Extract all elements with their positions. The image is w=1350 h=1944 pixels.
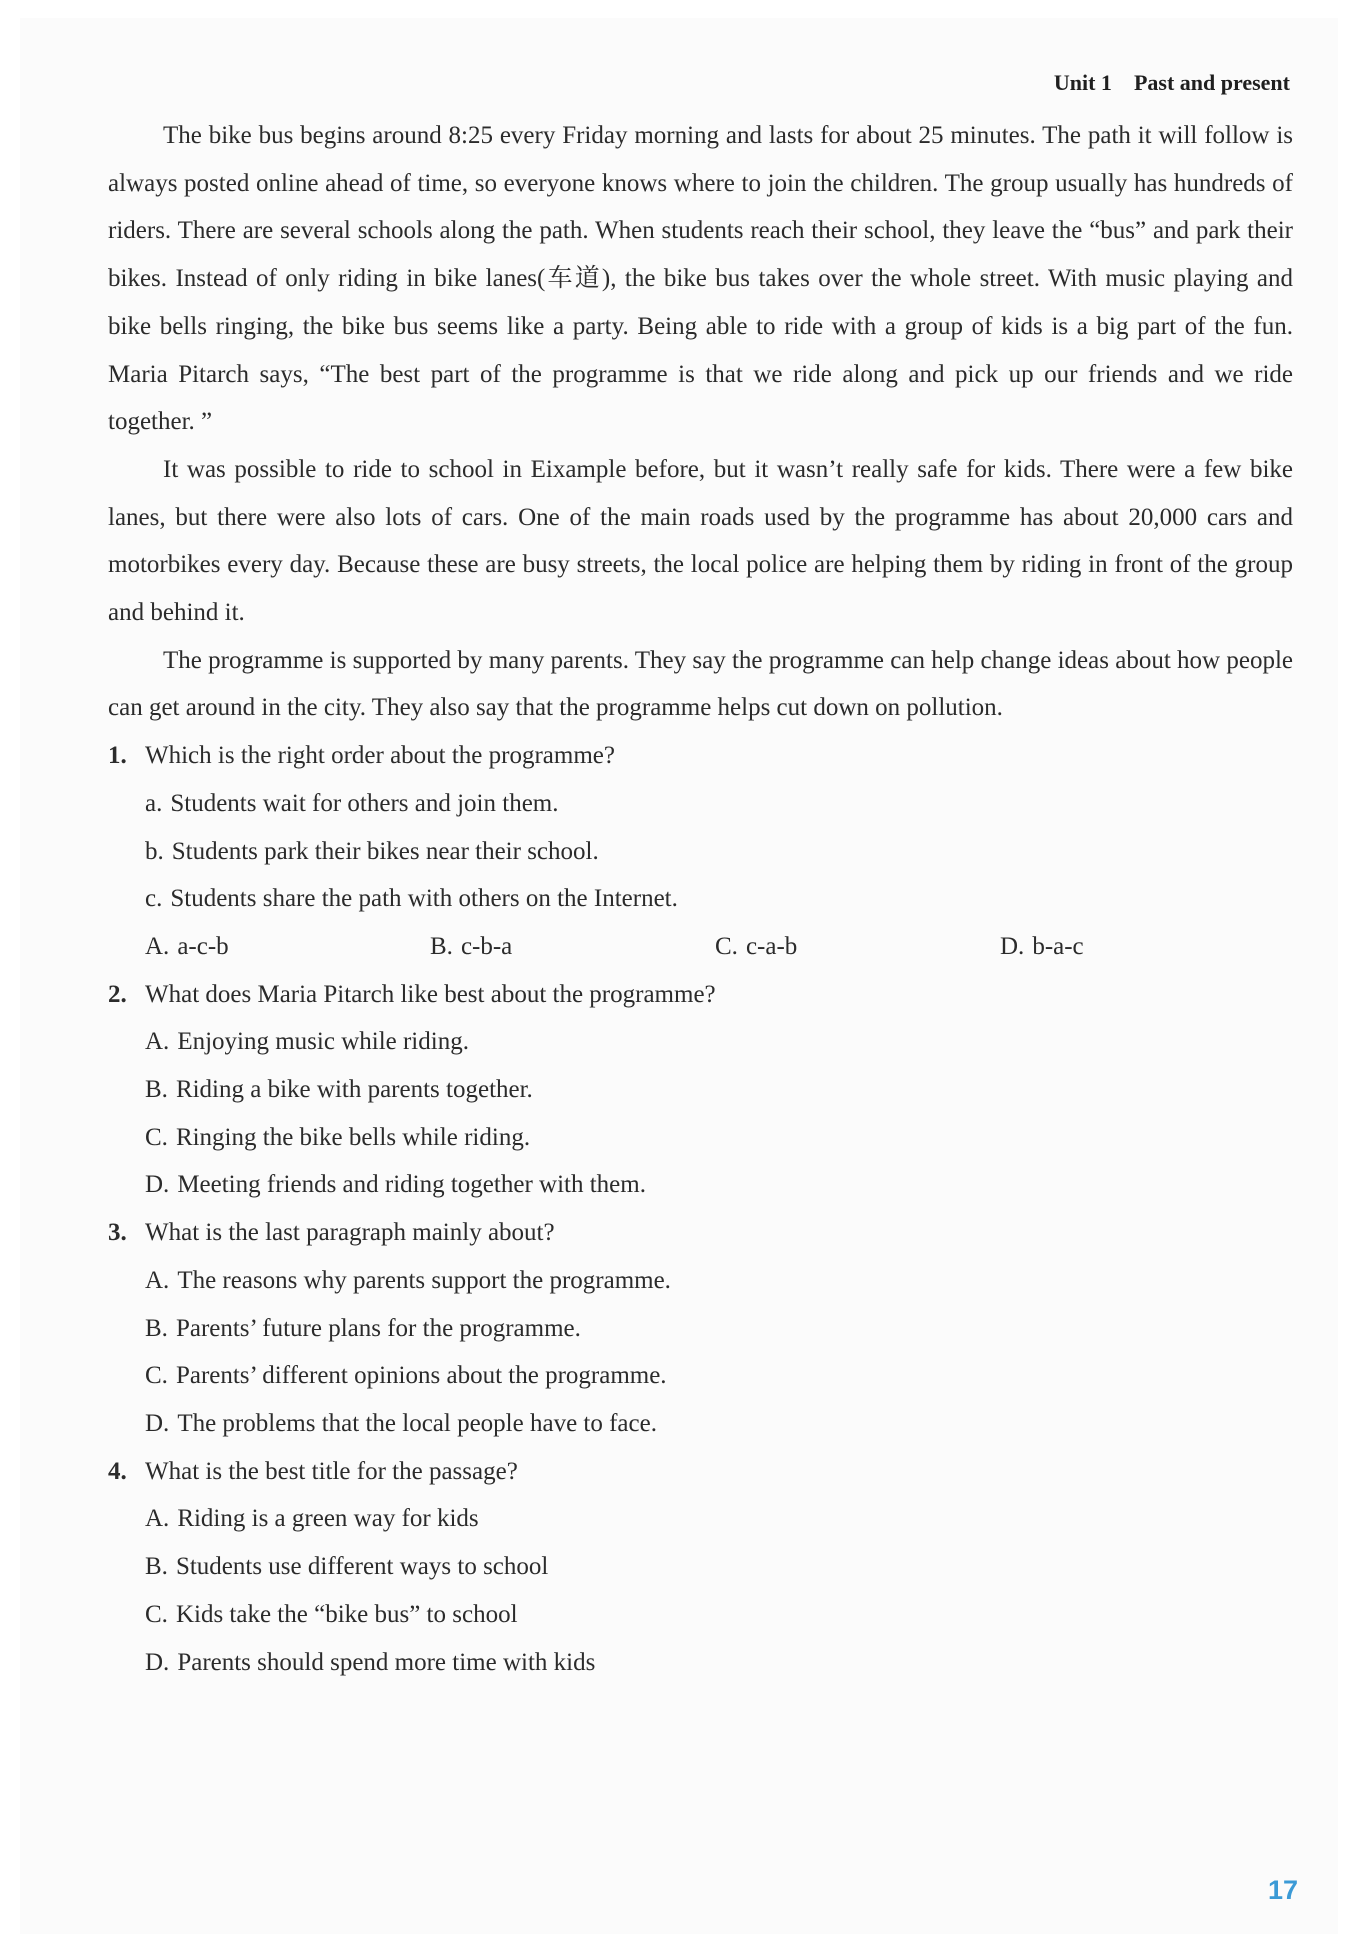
option-d — [1000, 923, 1285, 971]
option-b — [108, 1305, 1293, 1353]
option-letter: D. — [1000, 932, 1025, 960]
option-c — [715, 923, 1000, 971]
option-letter: A. — [145, 1505, 170, 1533]
running-header — [1054, 70, 1290, 96]
option-letter: B. — [145, 1553, 168, 1581]
option-a — [108, 1018, 1293, 1066]
option-text: Riding a bike with parents together. — [175, 1076, 533, 1104]
option-letter: A. — [145, 1266, 170, 1294]
option-letter: C. — [145, 1600, 168, 1628]
option-d — [108, 1400, 1293, 1448]
option-text: The problems that the local people have to face. — [177, 1409, 657, 1437]
option-b — [108, 1543, 1293, 1591]
statement-text: Students wait for others and join them. — [170, 789, 559, 817]
unit-label: Unit 1 — [1053, 70, 1112, 95]
option-letter: B. — [145, 1076, 168, 1104]
option-letter: D. — [145, 1409, 170, 1437]
question-text: What does Maria Pitarch like best about the programme? — [145, 980, 716, 1008]
question-text: What is the best title for the passage? — [145, 1457, 518, 1485]
option-text: Students use different ways to school — [175, 1553, 549, 1581]
question-1-options — [108, 923, 1293, 971]
option-text: Ringing the bike bells while riding. — [175, 1123, 531, 1151]
question-text: What is the last paragraph mainly about? — [145, 1219, 555, 1247]
question-3 — [108, 1209, 1293, 1257]
option-letter: B. — [145, 1314, 168, 1342]
page-content — [108, 112, 1293, 1686]
statement-letter: b. — [145, 837, 164, 865]
option-text: Riding is a green way for kids — [177, 1505, 479, 1533]
option-letter: D. — [145, 1171, 170, 1199]
question-4 — [108, 1448, 1293, 1496]
option-a — [108, 1495, 1293, 1543]
unit-title: Past and present — [1133, 70, 1290, 95]
option-text: c-b-a — [460, 932, 513, 960]
statement-b — [108, 828, 1293, 876]
statement-a — [108, 780, 1293, 828]
option-b — [430, 923, 715, 971]
page-number: 17 — [1267, 1875, 1298, 1905]
option-b — [108, 1066, 1293, 1114]
option-c — [108, 1591, 1293, 1639]
statement-letter: a. — [145, 789, 163, 817]
option-text: a-c-b — [177, 932, 229, 960]
option-text: Kids take the “bike bus” to school — [175, 1600, 518, 1628]
question-1 — [108, 732, 1293, 780]
option-c — [108, 1114, 1293, 1162]
option-letter: B. — [430, 932, 453, 960]
option-letter: A. — [145, 1028, 170, 1056]
passage-paragraph: It was possible to ride to school in Eixample before, but it wasn’t really safe for kids. There were a few bike lanes, but there were also lots of cars. One of the main roads used by the programme has about 20,000 cars and motorbikes every day. Because these are busy streets, the local police are helping them by riding in front of the group and behind it. — [108, 455, 1293, 627]
question-number: 1. — [108, 742, 127, 770]
statement-letter: c. — [145, 885, 163, 913]
option-d — [108, 1161, 1293, 1209]
option-letter: A. — [145, 932, 170, 960]
passage-paragraph: The bike bus begins around 8:25 every Friday morning and lasts for about 25 minutes. The path it will follow is always posted online ahead of time, so everyone knows where to join the children. The group usually has hundreds of riders. There are several schools along the path. When students reach their school, they leave the “bus” and park their bikes. Instead of only riding in bike lanes(车道), the bike bus takes over the whole street. With music playing and bike bells ringing, the bike bus seems like a party. Being able to ride with a group of kids is a big part of the fun. Maria Pitarch says, “The best part of the programme is that we ride along and pick up our friends and we ride together. ” — [108, 122, 1293, 436]
question-number: 4. — [108, 1457, 127, 1485]
statement-text: Students share the path with others on the Internet. — [170, 885, 678, 913]
option-text: c-a-b — [745, 932, 798, 960]
option-c — [108, 1352, 1293, 1400]
option-letter: D. — [145, 1648, 170, 1676]
option-text: Parents should spend more time with kids — [177, 1648, 596, 1676]
question-number: 3. — [108, 1219, 127, 1247]
statement-c — [108, 875, 1293, 923]
option-text: Parents’ different opinions about the programme. — [175, 1362, 667, 1390]
option-text: Enjoying music while riding. — [177, 1028, 469, 1056]
option-a — [108, 1257, 1293, 1305]
option-text: Meeting friends and riding together with them. — [177, 1171, 646, 1199]
passage-paragraph: The programme is supported by many parents. They say the programme can help change ideas about how people can get around in the city. They also say that the programme helps cut down on pollution. — [108, 646, 1293, 722]
option-a — [145, 923, 430, 971]
question-text: Which is the right order about the programme? — [145, 742, 615, 770]
option-letter: C. — [145, 1123, 168, 1151]
question-2 — [108, 971, 1293, 1019]
statement-text: Students park their bikes near their school. — [171, 837, 599, 865]
option-letter: C. — [715, 932, 738, 960]
option-letter: C. — [145, 1362, 168, 1390]
option-text: b-a-c — [1032, 932, 1084, 960]
option-text: Parents’ future plans for the programme. — [175, 1314, 581, 1342]
option-text: The reasons why parents support the programme. — [177, 1266, 671, 1294]
question-number: 2. — [108, 980, 127, 1008]
option-d — [108, 1639, 1293, 1687]
